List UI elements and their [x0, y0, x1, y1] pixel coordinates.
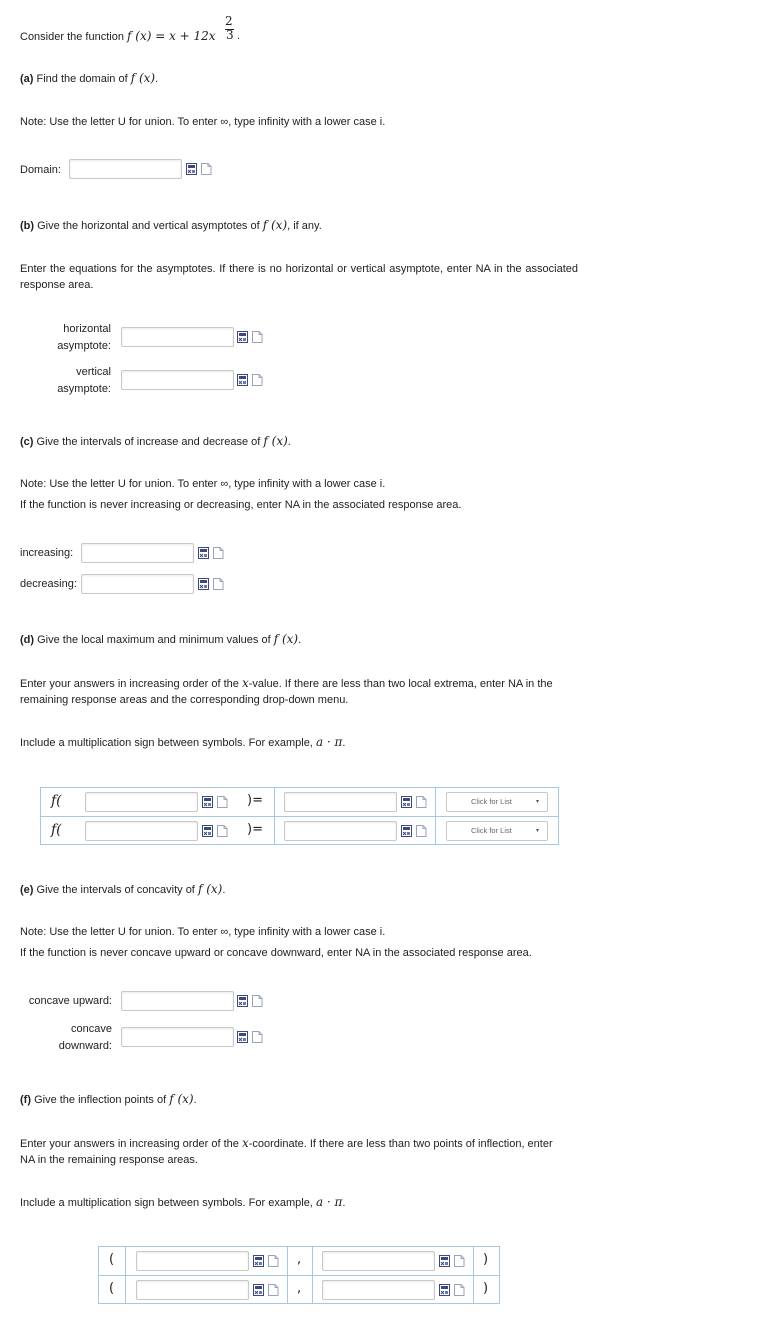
equation-editor-icon-pair[interactable]: [439, 1283, 465, 1297]
chevron-down-icon: ▾: [535, 828, 539, 834]
part-d-instructions: Enter your answers in increasing order of the x-value. If there are less than two local extrema, enter NA in the remaining response areas and the corresponding drop-down menu.: [20, 676, 553, 706]
equation-editor-icon-pair[interactable]: [202, 824, 228, 838]
chevron-down-icon: ▾: [535, 799, 539, 805]
part-f-instructions: Enter your answers in increasing order of the x-coordinate. If there are less than two points of inflection, enter NA in the remaining response areas.: [20, 1136, 553, 1166]
part-e-note-na: If the function is never concave upward or concave downward, enter NA in the associated response area.: [20, 947, 532, 959]
inflection-row-1-close: ): [483, 1252, 489, 1267]
extrema-row-2-type-select[interactable]: Click for List ▾: [446, 821, 548, 841]
extrema-row-2-y-tools[interactable]: [401, 824, 427, 838]
increasing-label: increasing:: [20, 547, 74, 559]
horizontal-asymptote-tools[interactable]: [237, 330, 263, 344]
part-d-function: f (x): [273, 632, 299, 646]
inflection-row-1-open: (: [109, 1252, 115, 1267]
inflection-row-2-x-tools[interactable]: [253, 1283, 279, 1297]
horizontal-asymptote-label: horizontal asymptote:: [57, 323, 111, 352]
part-a-end: .: [155, 73, 159, 85]
part-b-letter: (b): [20, 220, 35, 232]
extrema-row-2-equals: )=: [247, 822, 263, 837]
part-f-heading: [20, 1092, 197, 1106]
domain-label: Domain:: [20, 164, 61, 176]
part-b-end: , if any.: [287, 220, 322, 232]
part-a-letter: (a): [20, 73, 34, 85]
inflection-row-1-x-tools[interactable]: [253, 1254, 279, 1268]
part-c-note-union: Note: Use the letter U for union. To enter ∞, type infinity with a lower case i.: [20, 478, 386, 490]
equation-editor-icon-pair[interactable]: [186, 162, 212, 176]
extrema-row-2-x-input[interactable]: [85, 821, 198, 841]
inflection-row-2-comma: ,: [297, 1281, 302, 1296]
concave-upward-input[interactable]: [121, 991, 234, 1011]
equation-editor-icon-pair[interactable]: [198, 546, 224, 560]
part-f-text: Give the inflection points of: [34, 1094, 167, 1106]
inflection-row-1-comma: ,: [297, 1252, 302, 1267]
part-e-text: Give the intervals of concavity of: [36, 884, 195, 896]
equation-editor-icon-pair[interactable]: [401, 795, 427, 809]
extrema-row-1-x-input[interactable]: [85, 792, 198, 812]
inflection-row-1-x-input[interactable]: [136, 1251, 249, 1271]
intro-prefix: Consider the function: [20, 31, 124, 43]
extrema-row-2-f: f(: [51, 822, 62, 838]
vertical-asymptote-input[interactable]: [121, 370, 234, 390]
equation-editor-icon-pair[interactable]: [439, 1254, 465, 1268]
inflection-row-1-y-input[interactable]: [322, 1251, 435, 1271]
part-d-end: .: [298, 634, 302, 646]
part-e-note-union: Note: Use the letter U for union. To enter ∞, type infinity with a lower case i.: [20, 926, 386, 938]
part-c-heading: [20, 434, 291, 448]
inflection-row-2-x-input[interactable]: [136, 1280, 249, 1300]
vertical-asymptote-label: vertical asymptote:: [57, 366, 111, 395]
extrema-row-2-x-tools[interactable]: [202, 824, 228, 838]
extrema-table: [40, 787, 559, 845]
inflection-row-2-y-tools[interactable]: [439, 1283, 465, 1297]
equation-editor-icon-pair[interactable]: [253, 1283, 279, 1297]
increasing-input[interactable]: [81, 543, 194, 563]
inflection-row-1-y-tools[interactable]: [439, 1254, 465, 1268]
concave-upward-tools[interactable]: [237, 994, 263, 1008]
part-b-function: f (x): [262, 218, 288, 232]
extrema-row-1-f: f(: [51, 793, 62, 809]
part-c-function: f (x): [263, 434, 288, 448]
part-a-function: f (x): [130, 71, 156, 85]
part-f-function: f (x): [169, 1092, 194, 1106]
extrema-row-1-type-select[interactable]: Click for List ▾: [446, 792, 548, 812]
intro-period: .: [237, 30, 241, 42]
inflection-table: [98, 1246, 500, 1304]
part-f-end: .: [193, 1094, 197, 1106]
equation-editor-icon-pair[interactable]: [198, 577, 224, 591]
part-d-text: Give the local maximum and minimum values of: [37, 634, 271, 646]
equation-editor-icon-pair[interactable]: [202, 795, 228, 809]
part-b-instructions: Enter the equations for the asymptotes. If there is no horizontal or vertical asymptote, enter NA in the associated response area.: [20, 263, 578, 291]
part-c-text: Give the intervals of increase and decrease of: [36, 436, 261, 448]
vertical-asymptote-tools[interactable]: [237, 373, 263, 387]
concave-downward-input[interactable]: [121, 1027, 234, 1047]
inflection-row-2-close: ): [483, 1281, 489, 1296]
decreasing-label: decreasing:: [20, 578, 77, 590]
part-a-note: Note: Use the letter U for union. To enter ∞, type infinity with a lower case i.: [20, 116, 386, 128]
inflection-row-2-y-input[interactable]: [322, 1280, 435, 1300]
equation-editor-icon-pair[interactable]: [237, 373, 263, 387]
extrema-row-1-equals: )=: [247, 793, 263, 808]
exponent-denominator: 3: [226, 28, 234, 42]
extrema-row-2-y-input[interactable]: [284, 821, 397, 841]
concave-downward-label: concave downward:: [58, 1023, 112, 1052]
part-d-multiplication-note: Include a multiplication sign between symbols. For example, a · π.: [20, 735, 346, 749]
extrema-row-1-y-tools[interactable]: [401, 795, 427, 809]
concave-downward-tools[interactable]: [237, 1030, 263, 1044]
exponent-numerator: 2: [225, 14, 233, 28]
part-e-letter: (e): [20, 884, 34, 896]
domain-tools[interactable]: [186, 162, 212, 176]
part-e-function: f (x): [197, 882, 223, 896]
domain-input[interactable]: [69, 159, 182, 179]
equation-editor-icon-pair[interactable]: [237, 994, 263, 1008]
part-a-heading: [20, 71, 158, 85]
inflection-row-2-open: (: [109, 1281, 115, 1296]
increasing-tools[interactable]: [198, 546, 224, 560]
part-d-heading: [20, 632, 301, 646]
decreasing-input[interactable]: [81, 574, 194, 594]
equation-editor-icon-pair[interactable]: [237, 330, 263, 344]
horizontal-asymptote-input[interactable]: [121, 327, 234, 347]
part-f-multiplication-note: Include a multiplication sign between symbols. For example, a · π.: [20, 1195, 346, 1209]
concave-upward-label: concave upward:: [28, 995, 112, 1007]
part-e-heading: [20, 882, 225, 896]
extrema-row-1-x-tools[interactable]: [202, 795, 228, 809]
part-a-text: Find the domain of: [36, 73, 128, 85]
extrema-row-1-y-input[interactable]: [284, 792, 397, 812]
part-e-end: .: [222, 884, 226, 896]
intro-function: f (x) = x + 12x: [127, 29, 216, 43]
part-b-heading: [20, 218, 322, 232]
intro-line: [20, 28, 216, 45]
part-c-letter: (c): [20, 436, 34, 448]
part-f-letter: (f): [20, 1094, 31, 1106]
part-c-end: .: [287, 436, 291, 448]
equation-editor-icon-pair[interactable]: [237, 1030, 263, 1044]
equation-editor-icon-pair[interactable]: [253, 1254, 279, 1268]
part-d-letter: (d): [20, 634, 35, 646]
equation-editor-icon-pair[interactable]: [401, 824, 427, 838]
decreasing-tools[interactable]: [198, 577, 224, 591]
part-b-text: Give the horizontal and vertical asymptotes of: [37, 220, 260, 232]
part-c-note-na: If the function is never increasing or decreasing, enter NA in the associated response area.: [20, 499, 462, 511]
